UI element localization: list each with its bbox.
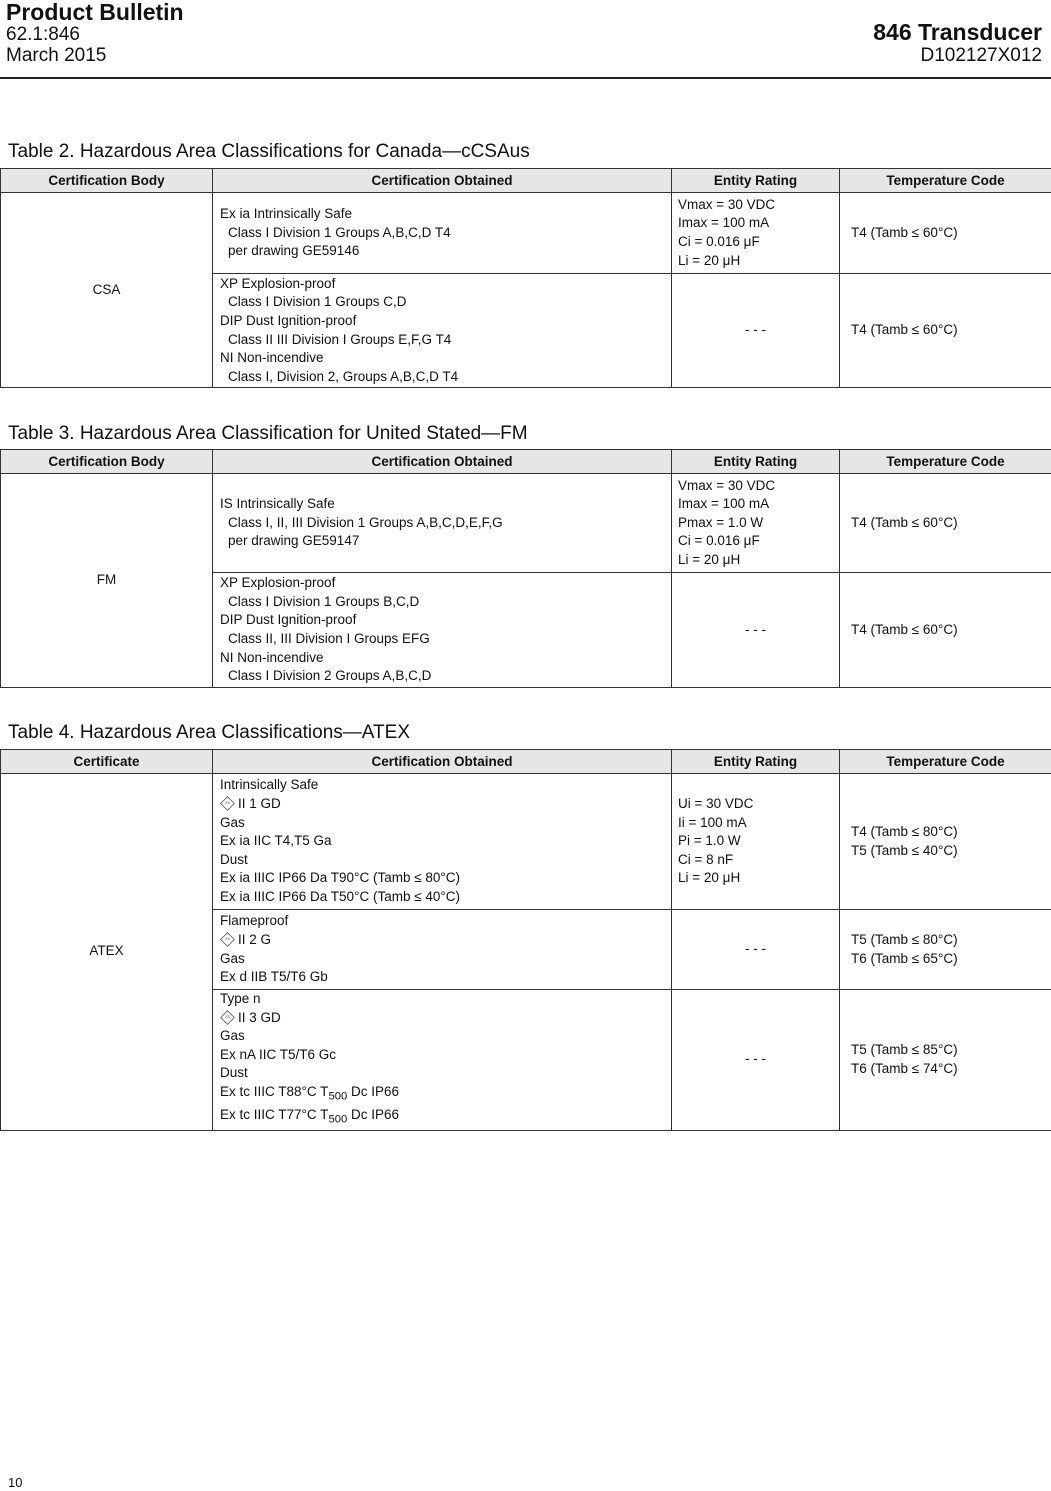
table-row xyxy=(1,774,1051,910)
cert-line: Gas xyxy=(220,950,245,966)
doc-date: March 2015 xyxy=(6,45,107,66)
column-header: Temperature Code xyxy=(840,750,1051,774)
cert-body-cell: ATEX xyxy=(1,774,213,1131)
cert-line: NI Non-incendive xyxy=(220,350,324,366)
entity-cell xyxy=(672,474,840,573)
cert-line: Ex ia IIIC IP66 Da T50°C (Tamb ≤ 40°C) xyxy=(220,888,461,904)
cert-cell xyxy=(213,474,672,573)
temp-line: T4 (Tamb ≤ 60°C) xyxy=(851,322,958,338)
column-header: Certification Obtained xyxy=(213,450,672,474)
entity-line: Li = 20 μH xyxy=(678,252,741,268)
cert-mark: II 3 GD xyxy=(238,1009,281,1025)
entity-line: Ii = 100 mA xyxy=(678,814,747,830)
product-name: 846 Transducer xyxy=(873,19,1042,45)
temp-line: T6 (Tamb ≤ 65°C) xyxy=(851,950,958,966)
entity-cell: - - - xyxy=(672,573,840,688)
cert-mark: II 2 G xyxy=(238,931,272,947)
entity-line: Li = 20 μH xyxy=(678,551,741,567)
entity-line: Vmax = 30 VDC xyxy=(678,477,776,493)
cert-line-subscript xyxy=(220,1106,671,1129)
temp-line: T5 (Tamb ≤ 40°C) xyxy=(851,842,958,858)
ex-mark-icon xyxy=(220,932,235,947)
cert-line: Ex nA IIC T5/T6 Gc xyxy=(220,1046,337,1062)
cert-body-cell: FM xyxy=(1,474,213,688)
entity-cell xyxy=(672,193,840,274)
page-header xyxy=(0,0,1051,80)
cert-line: Class I, II, III Division 1 Groups A,B,C,D,E,F,G xyxy=(228,514,503,530)
cert-body-cell: CSA xyxy=(1,193,213,388)
temp-cell xyxy=(840,193,1051,274)
entity-line: Ci = 0.016 μF xyxy=(678,533,760,549)
cert-line: DIP Dust Ignition-proof xyxy=(220,612,357,628)
header-left xyxy=(6,0,184,66)
cert-subscript: 500 xyxy=(328,1090,348,1103)
page-number: 10 xyxy=(8,1475,23,1490)
entity-line: Pi = 1.0 W xyxy=(678,833,741,849)
header-rule xyxy=(0,77,1051,79)
cert-line: Class I Division 1 Groups C,D xyxy=(228,294,407,310)
column-header: Certification Body xyxy=(1,169,213,193)
entity-line: Li = 20 μH xyxy=(678,870,741,886)
column-header: Temperature Code xyxy=(840,169,1051,193)
cert-line: Gas xyxy=(220,814,245,830)
cert-text: Dc IP66 xyxy=(347,1107,399,1123)
cert-line: Ex ia IIC T4,T5 Ga xyxy=(220,833,332,849)
cert-cell xyxy=(213,990,672,1131)
doc-number: 62.1:846 xyxy=(6,24,80,45)
temp-cell xyxy=(840,774,1051,910)
cert-text: Ex tc IIIC T88°C T xyxy=(220,1083,329,1099)
table3-header-row xyxy=(1,450,1051,474)
cert-line: Class I, Division 2, Groups A,B,C,D T4 xyxy=(228,368,459,384)
temp-line: T4 (Tamb ≤ 60°C) xyxy=(851,224,958,240)
cert-line: Class I Division 2 Groups A,B,C,D xyxy=(228,668,432,684)
entity-cell: - - - xyxy=(672,274,840,388)
table4 xyxy=(0,749,1051,1131)
cert-line: per drawing GE59146 xyxy=(228,243,360,259)
entity-line: Vmax = 30 VDC xyxy=(678,196,776,212)
cert-line: IS Intrinsically Safe xyxy=(220,496,335,512)
header-right xyxy=(873,20,1042,67)
cert-line: DIP Dust Ignition-proof xyxy=(220,312,357,328)
table2 xyxy=(0,168,1051,388)
cert-line: Ex ia IIIC IP66 Da T90°C (Tamb ≤ 80°C) xyxy=(220,870,461,886)
entity-line: Pmax = 1.0 W xyxy=(678,514,764,530)
cert-line: Flameproof xyxy=(220,913,289,929)
cert-cell xyxy=(213,910,672,990)
temp-line: T5 (Tamb ≤ 80°C) xyxy=(851,931,958,947)
cert-mark-line xyxy=(220,931,671,950)
column-header: Entity Rating xyxy=(672,169,840,193)
ex-mark-text: εx xyxy=(225,936,230,942)
table2-title: Table 2. Hazardous Area Classifications for Canada—cCSAus xyxy=(8,141,530,162)
column-header: Certification Obtained xyxy=(213,169,672,193)
table2-header-row xyxy=(1,169,1051,193)
cert-line: Class II, III Division I Groups EFG xyxy=(228,631,430,646)
table4-title: Table 4. Hazardous Area Classifications—ATEX xyxy=(8,722,410,743)
entity-line: Ci = 0.016 μF xyxy=(678,234,760,249)
temp-cell xyxy=(840,474,1051,573)
table4-header-row xyxy=(1,750,1051,774)
cert-subscript: 500 xyxy=(328,1113,348,1126)
cert-line: Class I Division 1 Groups A,B,C,D T4 xyxy=(228,224,451,240)
entity-cell: - - - xyxy=(672,910,840,990)
cert-line: XP Explosion-proof xyxy=(220,575,336,591)
cert-line-subscript xyxy=(220,1083,671,1106)
cert-line: Intrinsically Safe xyxy=(220,777,319,793)
ex-mark-icon xyxy=(220,1010,235,1025)
temp-line: T5 (Tamb ≤ 85°C) xyxy=(851,1042,958,1058)
temp-cell xyxy=(840,573,1051,688)
temp-cell xyxy=(840,910,1051,990)
entity-line: Imax = 100 mA xyxy=(678,215,770,231)
column-header: Certificate xyxy=(1,750,213,774)
temp-line: T6 (Tamb ≤ 74°C) xyxy=(851,1060,958,1076)
temp-line: T4 (Tamb ≤ 60°C) xyxy=(851,621,958,637)
doc-type: Product Bulletin xyxy=(6,0,184,25)
cert-text: Ex tc IIIC T77°C T xyxy=(220,1107,329,1123)
cert-line: Dust xyxy=(220,851,248,867)
column-header: Temperature Code xyxy=(840,450,1051,474)
temp-line: T4 (Tamb ≤ 60°C) xyxy=(851,514,958,530)
cert-cell xyxy=(213,774,672,910)
temp-cell xyxy=(840,990,1051,1131)
cert-line: Gas xyxy=(220,1028,245,1044)
entity-line: Imax = 100 mA xyxy=(678,496,770,512)
ex-mark-icon xyxy=(220,796,235,811)
column-header: Entity Rating xyxy=(672,750,840,774)
cert-line: per drawing GE59147 xyxy=(228,533,360,549)
cert-line: Ex d IIB T5/T6 Gb xyxy=(220,969,328,985)
temp-cell xyxy=(840,274,1051,388)
column-header: Certification Body xyxy=(1,450,213,474)
table3 xyxy=(0,449,1051,688)
cert-line: Type n xyxy=(220,991,261,1006)
table3-title: Table 3. Hazardous Area Classification for United Stated—FM xyxy=(8,423,528,444)
part-number: D102127X012 xyxy=(920,45,1042,66)
cert-line: Dust xyxy=(220,1065,248,1081)
cert-mark-line xyxy=(220,1009,671,1028)
table-row xyxy=(1,474,1051,573)
cert-cell xyxy=(213,274,672,388)
column-header: Entity Rating xyxy=(672,450,840,474)
entity-cell: - - - xyxy=(672,990,840,1131)
table-row xyxy=(1,193,1051,274)
cert-line: NI Non-incendive xyxy=(220,649,324,665)
cert-line: Class II III Division I Groups E,F,G T4 xyxy=(228,331,452,347)
cert-cell xyxy=(213,573,672,688)
entity-line: Ui = 30 VDC xyxy=(678,796,754,812)
entity-cell xyxy=(672,774,840,910)
cert-text: Dc IP66 xyxy=(347,1083,399,1099)
column-header: Certification Obtained xyxy=(213,750,672,774)
cert-line: Class I Division 1 Groups B,C,D xyxy=(228,593,420,609)
cert-line: Ex ia Intrinsically Safe xyxy=(220,206,353,222)
ex-mark-text: εx xyxy=(225,1014,230,1020)
cert-mark-line xyxy=(220,795,671,814)
cert-line: XP Explosion-proof xyxy=(220,275,336,291)
entity-line: Ci = 8 nF xyxy=(678,851,734,867)
temp-line: T4 (Tamb ≤ 80°C) xyxy=(851,823,958,839)
ex-mark-text: εx xyxy=(225,800,230,806)
cert-mark: II 1 GD xyxy=(238,796,281,812)
cert-cell xyxy=(213,193,672,274)
